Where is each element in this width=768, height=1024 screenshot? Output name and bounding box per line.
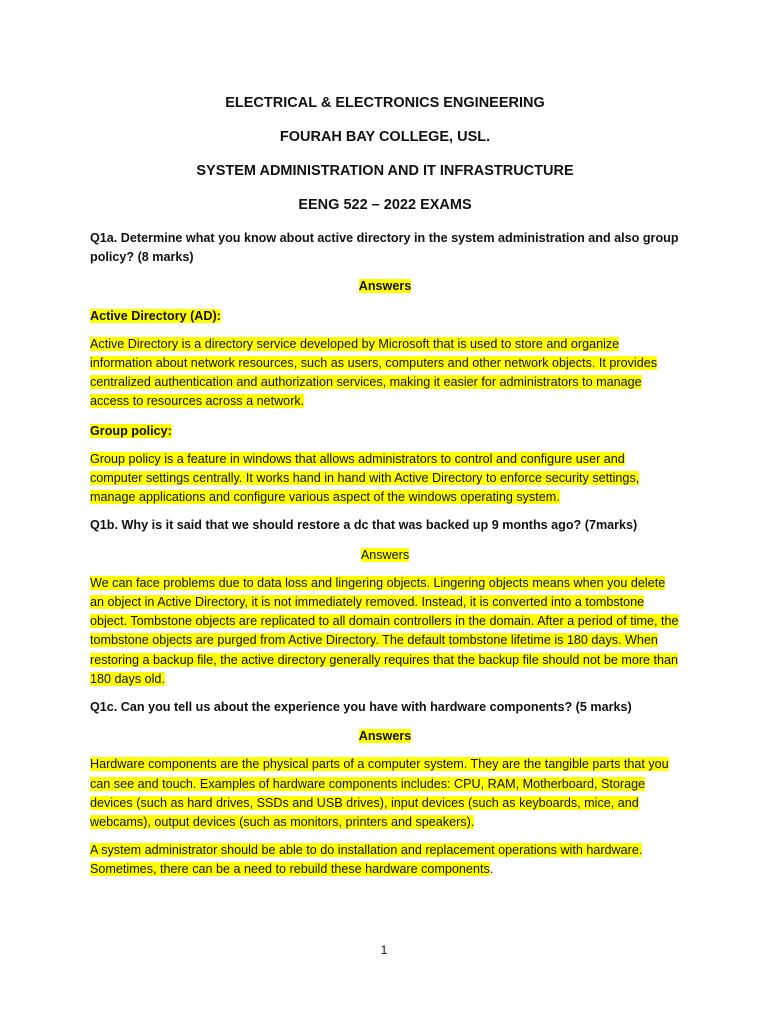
department-title: ELECTRICAL & ELECTRONICS ENGINEERING: [225, 95, 545, 111]
question-q1a: Q1a. Determine what you know about active directory in the system administration and also group policy? (8 marks): [90, 231, 679, 265]
answers-label-highlight: Answers: [360, 547, 410, 562]
question-q1c: Q1c. Can you tell us about the experience you have with hardware components? (5 marks): [90, 700, 632, 715]
q1b-answer-highlight: We can face problems due to data loss and lingering objects. Lingering objects means when you delete an object in Active Directory, it is not immediately removed. Instead, it is converted into a tombstone object. Tombstone objects are replicated to all domain controllers in the domain. After a period of time, the tombstone objects are purged from Active Directory. The default tombstone lifetime is 180 days. When restoring a backup file, the active directory generally requires that the backup file should not be more than 180 days old.: [90, 575, 679, 686]
ad-heading: [90, 307, 680, 326]
document-body: [90, 93, 680, 880]
answers-label-q1a: [90, 277, 680, 296]
gp-heading-highlight: Group policy:: [90, 423, 172, 438]
q1c-answer-paragraph-2: A system administrator should be able to do installation and replacement operations with hardware. Sometimes, there can be a need to rebuild these hardware components.: [90, 843, 643, 877]
page-number: 1: [380, 943, 388, 957]
gp-heading: [90, 422, 680, 441]
gp-paragraph: [90, 450, 680, 508]
ad-paragraph-highlight: Active Directory is a directory service developed by Microsoft that is used to store and organize information about network resources, such as users, computers and other network objects. It provides centralized authentication and authorization services, making it easier for administrators to manage access to resources across a network.: [90, 336, 657, 409]
q1c-answer-paragraph-1: [90, 755, 680, 832]
question-q1b: Q1b. Why is it said that we should restore a dc that was backed up 9 months ago? (7marks): [90, 518, 638, 533]
ad-paragraph: [90, 335, 680, 412]
answers-label-highlight: Answers: [358, 729, 412, 744]
exam-title: EENG 522 – 2022 EXAMS: [298, 197, 472, 213]
answers-label-q1b: [90, 546, 680, 565]
ad-heading-highlight: Active Directory (AD):: [90, 308, 221, 323]
answers-label-q1c: [90, 727, 680, 746]
college-title: FOURAH BAY COLLEGE, USL.: [279, 129, 491, 145]
course-title: SYSTEM ADMINISTRATION AND IT INFRASTRUCTURE: [196, 163, 574, 179]
q1b-answer-paragraph: [90, 574, 680, 689]
q1c-answer-highlight-2: A system administrator should be able to do installation and replacement operations with hardware. Sometimes, there can be a need to rebuild these hardware components: [90, 843, 643, 877]
answers-label-highlight: Answers: [358, 279, 412, 294]
gp-paragraph-highlight: Group policy is a feature in windows that allows administrators to control and configure user and computer settings centrally. It works hand in hand with Active Directory to enforce security settings, manage applications and configure various aspect of the windows operating system.: [90, 451, 640, 505]
q1c-answer-highlight-1: Hardware components are the physical parts of a computer system. They are the tangible parts that you can see and touch. Examples of hardware components includes: CPU, RAM, Motherboard, Storage devices (such as hard drives, SSDs and USB drives), input devices (such as keyboards, mice, and webcams), output devices (such as monitors, printers and speakers).: [90, 757, 669, 830]
